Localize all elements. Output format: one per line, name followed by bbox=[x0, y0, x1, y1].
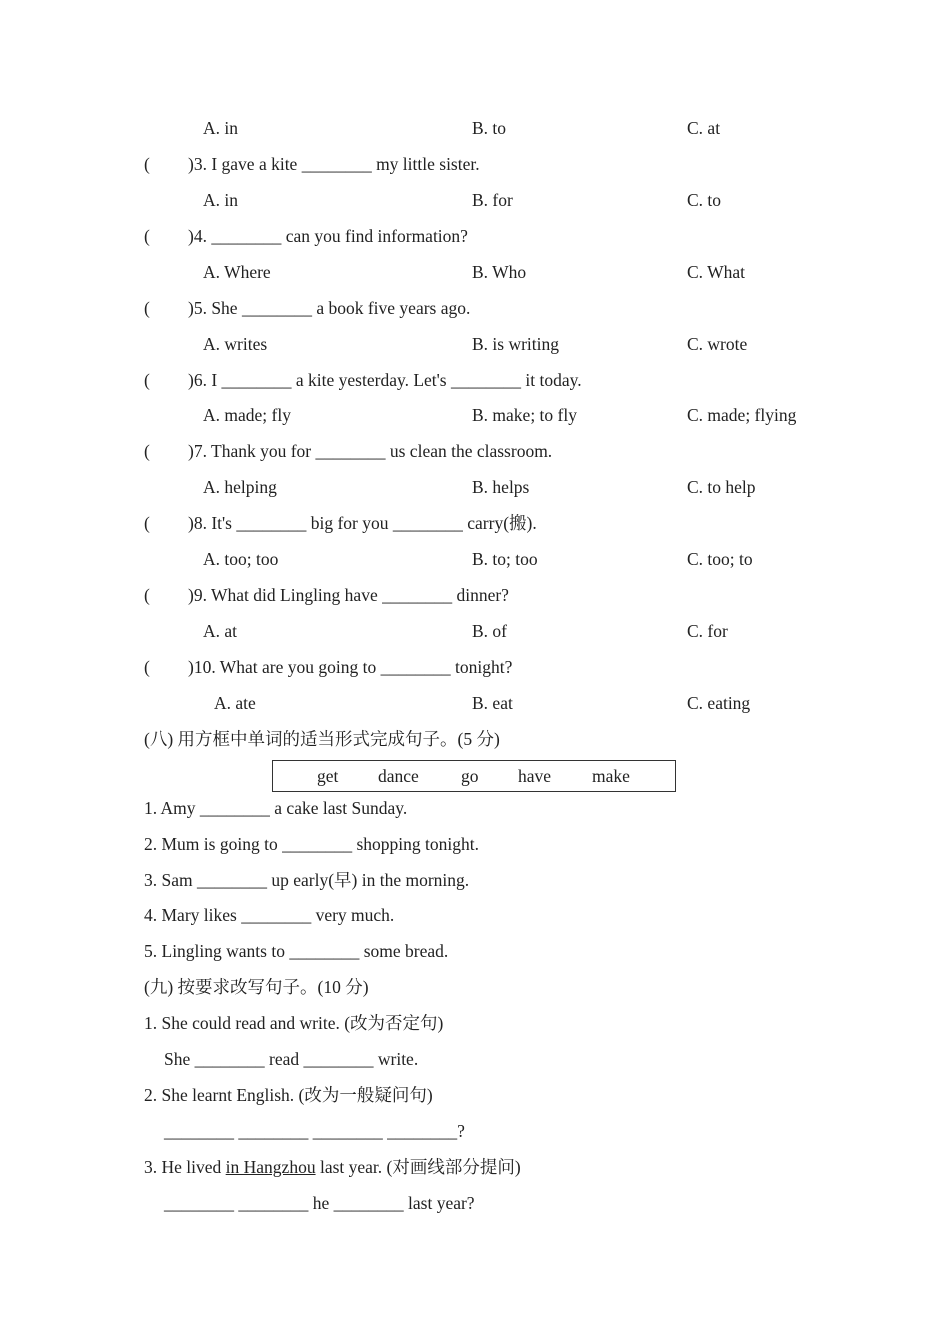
word-box-item: have bbox=[518, 766, 552, 786]
question-text: )7. Thank you for ________ us clean the classroom. bbox=[188, 441, 553, 461]
answer-paren[interactable]: ( bbox=[144, 657, 150, 677]
option-c: C. to bbox=[687, 190, 722, 210]
rewrite-question bbox=[144, 1157, 521, 1177]
section-9-heading: (九) 按要求改写句子。(10 分) bbox=[144, 977, 369, 997]
option-b: B. for bbox=[472, 190, 513, 210]
fill-sentence: 1. Amy ________ a cake last Sunday. bbox=[144, 798, 408, 818]
option-c: C. eating bbox=[687, 693, 751, 713]
fill-sentence: 2. Mum is going to ________ shopping tonight. bbox=[144, 834, 479, 854]
option-b: B. of bbox=[472, 621, 507, 641]
rewrite-question: 1. She could read and write. (改为否定句) bbox=[144, 1013, 444, 1033]
question-text: )8. It's ________ big for you ________ carry(搬). bbox=[188, 513, 537, 533]
option-a: A. helping bbox=[203, 477, 277, 497]
answer-paren[interactable]: ( bbox=[144, 154, 150, 174]
question-text: )9. What did Lingling have ________ dinner? bbox=[188, 585, 509, 605]
answer-paren[interactable]: ( bbox=[144, 298, 150, 318]
option-a: A. at bbox=[203, 621, 238, 641]
answer-paren[interactable]: ( bbox=[144, 585, 150, 605]
answer-paren[interactable]: ( bbox=[144, 513, 150, 533]
answer-paren[interactable]: ( bbox=[144, 441, 150, 461]
option-b: B. make; to fly bbox=[472, 405, 577, 425]
fill-sentence: 4. Mary likes ________ very much. bbox=[144, 905, 395, 925]
option-b: B. eat bbox=[472, 693, 513, 713]
option-c: C. for bbox=[687, 621, 728, 641]
fill-sentence: 3. Sam ________ up early(早) in the morning. bbox=[144, 870, 470, 890]
option-b: B. to bbox=[472, 118, 507, 138]
word-box-item: dance bbox=[378, 766, 419, 786]
option-b: B. to; too bbox=[472, 549, 538, 569]
option-a: A. ate bbox=[214, 693, 256, 713]
question-text: )5. She ________ a book five years ago. bbox=[188, 298, 471, 318]
option-a: A. made; fly bbox=[203, 405, 291, 425]
word-box-item: get bbox=[317, 766, 339, 786]
q3-post: last year. (对画线部分提问) bbox=[315, 1157, 521, 1177]
option-b: B. helps bbox=[472, 477, 530, 497]
option-a: A. in bbox=[203, 190, 238, 210]
option-a: A. in bbox=[203, 118, 238, 138]
answer-paren[interactable]: ( bbox=[144, 226, 150, 246]
option-b: B. is writing bbox=[472, 334, 560, 354]
question-text: )3. I gave a kite ________ my little sister. bbox=[188, 154, 480, 174]
answer-paren[interactable]: ( bbox=[144, 370, 150, 390]
q3-pre: 3. He lived bbox=[144, 1157, 226, 1177]
section-8-heading: (八) 用方框中单词的适当形式完成句子。(5 分) bbox=[144, 729, 500, 749]
rewrite-answer: She ________ read ________ write. bbox=[164, 1049, 419, 1069]
question-text: )4. ________ can you find information? bbox=[188, 226, 468, 246]
word-box-item: make bbox=[592, 766, 630, 786]
rewrite-question: 2. She learnt English. (改为一般疑问句) bbox=[144, 1085, 433, 1105]
word-box-item: go bbox=[461, 766, 479, 786]
option-a: A. Where bbox=[203, 262, 271, 282]
option-a: A. writes bbox=[203, 334, 268, 354]
option-c: C. What bbox=[687, 262, 746, 282]
word-box bbox=[272, 760, 676, 792]
option-a: A. too; too bbox=[203, 549, 279, 569]
option-c: C. to help bbox=[687, 477, 756, 497]
rewrite-answer: ________ ________ ________ ________? bbox=[164, 1121, 465, 1141]
option-c: C. at bbox=[687, 118, 721, 138]
option-c: C. wrote bbox=[687, 334, 748, 354]
fill-sentence: 5. Lingling wants to ________ some bread. bbox=[144, 941, 449, 961]
question-text: )6. I ________ a kite yesterday. Let's ________ it today. bbox=[188, 370, 582, 390]
option-c: C. made; flying bbox=[687, 405, 797, 425]
question-text: )10. What are you going to ________ tonight? bbox=[188, 657, 513, 677]
option-c: C. too; to bbox=[687, 549, 753, 569]
underlined-phrase: in Hangzhou bbox=[225, 1157, 316, 1177]
rewrite-answer: ________ ________ he ________ last year? bbox=[164, 1193, 475, 1213]
option-b: B. Who bbox=[472, 262, 527, 282]
